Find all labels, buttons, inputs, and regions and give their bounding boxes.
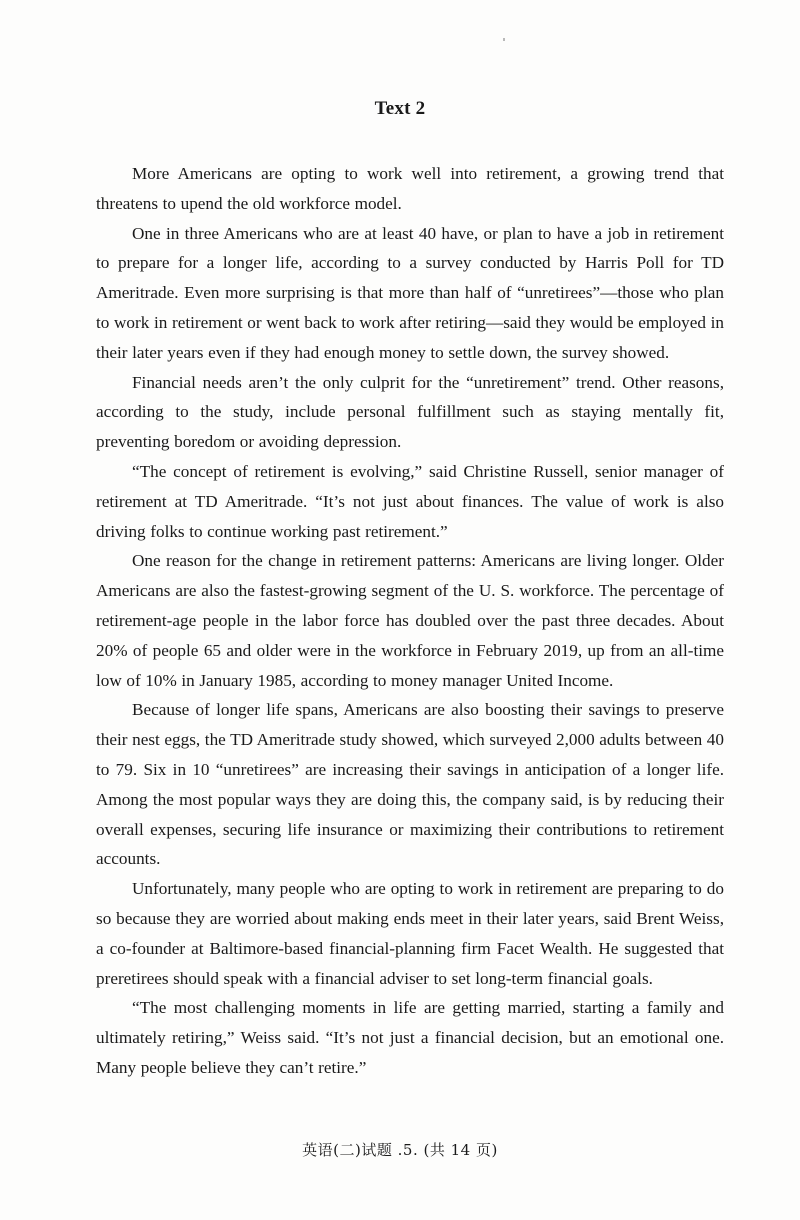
paragraph-5: One reason for the change in retirement patterns: Americans are living longer. Older Americans are also the fastest-growing segment of the U. S. workforce. The percentage of retirement-age people in the labor force has doubled over the past three decades. About 20% of people 65 and older were in the workforce in February 2019, up from an all-time low of 10% in January 1985, according to money manager United Income. <box>96 551 724 690</box>
paragraph-3: Financial needs aren’t the only culprit for the “unretirement” trend. Other reasons, according to the study, include personal fulfillment such as staying mentally fit, preventing boredom or avoiding depression. <box>96 372 724 452</box>
scan-mark <box>503 38 505 41</box>
page-footer: 英语(二)试题 .5. (共 14 页) <box>302 1141 498 1159</box>
passage-body <box>96 159 724 1083</box>
page-title: Text 2 <box>374 98 426 119</box>
paragraph-8: “The most challenging moments in life are getting married, starting a family and ultimately retiring,” Weiss said. “It’s not just a financial decision, but an emotional one. Many people believe they can’t retire.” <box>96 998 724 1077</box>
paragraph-6: Because of longer life spans, Americans are also boosting their savings to preserve their nest eggs, the TD Ameritrade study showed, which surveyed 2,000 adults between 40 to 79. Six in 10 “unretirees” are increasing their savings in anticipation of a longer life. Among the most popular ways they are doing this, the company said, is by reducing their overall expenses, securing life insurance or maximizing their contributions to retirement accounts. <box>96 700 724 869</box>
paragraph-2: One in three Americans who are at least 40 have, or plan to have a job in retirement to prepare for a longer life, according to a survey conducted by Harris Poll for TD Ameritrade. Even more surprising is that more than half of “unretirees”—those who plan to work in retirement or went back to work after retiring—said they would be employed in their later years even if they had enough money to settle down, the survey showed. <box>96 223 724 362</box>
paragraph-4: “The concept of retirement is evolving,” said Christine Russell, senior manager of retirement at TD Ameritrade. “It’s not just about finances. The value of work is also driving folks to continue working past retirement.” <box>96 461 724 541</box>
paragraph-7: Unfortunately, many people who are opting to work in retirement are preparing to do so because they are worried about making ends meet in their later years, said Brent Weiss, a co-founder at Baltimore-based financial-planning firm Facet Wealth. He suggested that preretirees should speak with a financial adviser to set long-term financial goals. <box>96 879 724 988</box>
paragraph-1: More Americans are opting to work well into retirement, a growing trend that threatens to upend the old workforce model. <box>96 164 724 213</box>
